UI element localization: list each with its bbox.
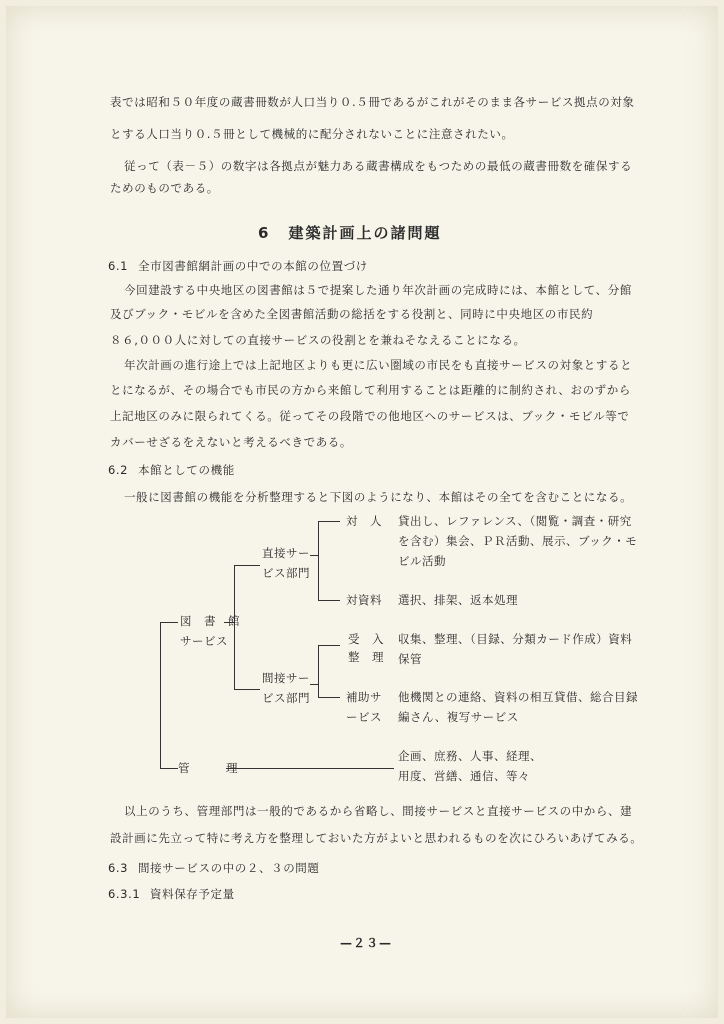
section-6-3-1-heading [108,886,235,902]
tree-taijin-desc-3: ビル活動 [398,554,446,568]
s61-line-2: 及びブック・モビルを含めた全図書館活動の総括をする役割と、同時に中央地区の市民約 [110,307,594,321]
s61-line-7: カバーせざるをえないと考えるべきである。 [110,435,352,449]
connector-line [234,565,260,566]
tree-root-label-1: 図 書 館 [180,614,240,628]
intro-line-3: 従って（表－５）の数字は各拠点が魅力ある蔵書構成をもつための最低の蔵書冊数を確保する [124,159,633,173]
chapter-number: 6 [258,224,271,242]
section-number: 6.3.1 [108,887,141,901]
connector-line [318,521,319,600]
intro-line-2: とする人口当り０.５冊として機械的に配分されないことに注意されたい。 [110,127,514,141]
section-heading-text: 全市図書館網計画の中での本館の位置づけ [138,259,368,273]
after-line-2: 設計画に先立って特に考え方を整理しておいた方がよいと思われるものを次にひろいあげてみる。 [110,831,643,845]
connector-line [226,768,394,769]
tree-hojo-desc-1: 他機関との連絡、資料の相互貸借、総合目録 [398,690,638,704]
tree-hojo-label-2: ービス [346,710,382,724]
section-6-2-heading [108,462,235,478]
s61-line-3: ８６,０００人に対しての直接サービスの役割とを兼ねそなえることになる。 [110,333,526,347]
intro-line-1: 表では昭和５０年度の蔵書冊数が人口当り０.５冊であるがこれがそのまま各サービス拠点の対象 [110,95,635,109]
tree-juuke-desc-1: 収集、整理、（目録、分類カード作成）資料 [398,632,633,646]
tree-juuke-label-1: 受 入 [348,632,384,646]
section-6-1-heading [108,258,368,274]
tree-taijin-desc-1: 貸出し、レファレンス、（閲覧・調査・研究 [398,514,632,528]
tree-juuke-desc-2: 保管 [398,652,422,666]
chapter-title [258,222,441,243]
connector-line [310,555,318,556]
connector-line [318,697,340,698]
connector-line [318,645,319,697]
section-number: 6.1 [108,259,129,273]
tree-indirect-label-1: 間接サー [262,671,310,685]
s61-line-6: 上記地区のみに限られてくる。従ってその段階での他地区へのサービスは、ブック・モビル等で [110,409,630,423]
s61-line-4: 年次計画の進行途上では上記地区よりも更に広い圏域の市民をも直接サービスの対象とすると [124,358,633,372]
tree-direct-label-1: 直接サー [262,546,310,560]
connector-line [160,622,161,768]
section-heading-text: 資料保存予定量 [150,887,235,901]
tree-management-label: 管 理 [178,761,238,775]
tree-hojo-desc-2: 編さん、複写サービス [398,710,519,724]
section-number: 6.2 [108,463,129,477]
section-number: 6.3 [108,861,129,875]
connector-line [318,645,340,646]
tree-indirect-label-2: ビス部門 [262,691,310,705]
tree-taijin-desc-2: を含む）集会、ＰＲ活動、展示、ブック・モ [398,534,638,548]
connector-line [234,689,260,690]
connector-line [318,600,340,601]
tree-root-label-2: サービス [180,634,228,648]
chapter-title-text: 建築計画上の諸問題 [288,224,442,242]
tree-kanri-desc-1: 企画、庶務、人事、経理、 [398,749,542,763]
tree-taijin-label: 対 人 [346,514,382,528]
section-heading-text: 間接サービスの中の２、３の問題 [138,861,320,875]
connector-line [160,768,178,769]
section-heading-text: 本館としての機能 [138,463,235,477]
after-line-1: 以上のうち、管理部門は一般的であるから省略し、間接サービスと直接サービスの中から、建 [124,804,633,818]
s61-line-5: とになるが、その場合でも市民の方から来館して利用することは距離的に制約され、おのずから [110,383,631,397]
s62-line: 一般に図書館の機能を分析整理すると下図のようになり、本館はその全てを含むことになる。 [124,490,633,504]
tree-kanri-desc-2: 用度、営繕、通信、等々 [398,769,530,783]
connector-line [318,521,340,522]
tree-taishiryo-desc: 選択、排架、返本処理 [398,593,518,607]
connector-line [160,622,178,623]
section-6-3-heading [108,860,320,876]
tree-hojo-label-1: 補助サ [346,690,382,704]
intro-line-4: ためのものである。 [110,181,219,195]
tree-taishiryo-label: 対資料 [346,593,382,607]
s61-line-1: 今回建設する中央地区の図書館は５で提案した通り年次計画の完成時には、本館として、分館 [124,283,632,297]
page-number: —２３— [340,936,393,950]
tree-direct-label-2: ビス部門 [262,566,310,580]
connector-line [310,684,318,685]
tree-juuke-label-2: 整 理 [348,650,384,664]
